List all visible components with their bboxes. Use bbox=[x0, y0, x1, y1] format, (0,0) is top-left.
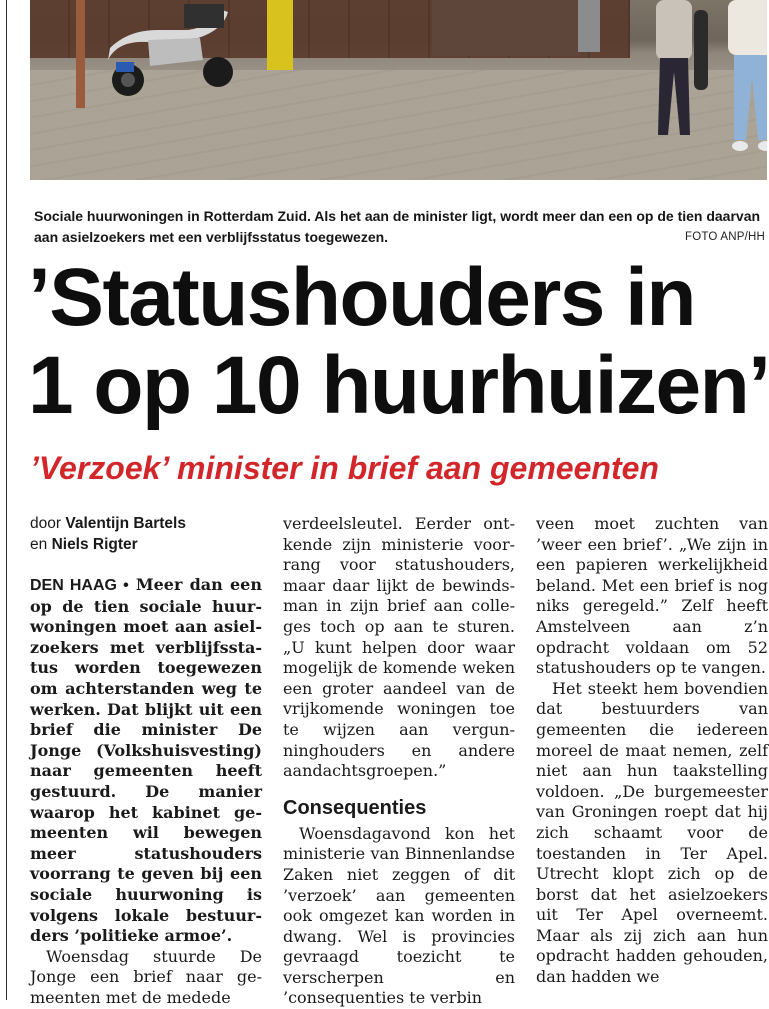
lead-paragraph bbox=[30, 575, 262, 947]
section-heading: Consequenties bbox=[283, 796, 427, 819]
dateline: DEN HAAG • bbox=[30, 577, 129, 594]
author-2: Niels Rigter bbox=[51, 535, 138, 553]
paragraph-5: Het steekt hem bovendien dat bestuurders van gemeenten die iedereen moreel de maat nemen, zelf niet aan hun taakstelling voldoen. „De burgemeester van Groningen roept dat hij zich schaamt voor de toestanden in Ter Apel. Utrecht klopt zich op de borst dat het asielzoekers uit Ter Apel overneemt. Maar als zij zich aan hun opdracht hadden gehouden, dan hadden we bbox=[536, 678, 768, 987]
photo-pole bbox=[76, 0, 85, 108]
photo-post bbox=[578, 0, 600, 52]
pedestrians-icon bbox=[630, 0, 767, 160]
scooter-icon bbox=[88, 0, 238, 100]
paragraph-3: Woensdagavond kon het ministerie van Binnenlandse Zaken niet zeggen of dit ’verzoek’ aan gemeenten ook omgezet kan worden in dwang. Wel is provincies gevraagd toezicht te verscherpen en ’consequenties te verbin bbox=[283, 823, 515, 1008]
article-column-3 bbox=[536, 514, 768, 988]
headline-line-1: ’Statushouders in bbox=[28, 252, 696, 343]
paragraph-4: veen moet zuchten van ’weer een brief’. „We zijn in een papieren werkelijkheid beland. Met een brief is nog niks geregeld.” Zelf heeft Amstelveen aan z’n opdracht voldaan om 52 statushouders op te vangen. bbox=[536, 514, 768, 678]
byline-prefix-1: door bbox=[30, 515, 62, 532]
headline bbox=[28, 254, 768, 430]
photo-yellow-post bbox=[267, 0, 293, 70]
article-photo bbox=[30, 0, 767, 180]
author-1: Valentijn Bartels bbox=[65, 515, 186, 532]
paragraph-1: Woensdag stuurde De Jonge een brief naar gemeenten met de medede bbox=[30, 946, 262, 1007]
article-column-1 bbox=[30, 514, 262, 1008]
article-column-2 bbox=[283, 514, 515, 1009]
photo-caption: Sociale huurwoningen in Rotterdam Zuid. Als het aan de minister ligt, wordt meer dan een op de tien daarvan aan asielzoekers met een verblijfsstatus toegewezen. bbox=[34, 208, 761, 245]
subheadline: ’Verzoek’ minister in brief aan gemeenten bbox=[30, 450, 659, 486]
headline-line-2: 1 op 10 huurhuizen’ bbox=[28, 340, 769, 431]
photo-planter bbox=[432, 0, 580, 56]
lead-text: Meer dan een op de tien sociale huurwoningen moet aan asielzoekers met verblijfsstatus worden toegewezen om achterstanden weg te werken. Dat blijkt uit een brief die minister De Jonge (Volkshuisvesting) naar gemeenten heeft gestuurd. De manier waarop het kabinet gemeenten wil bewegen meer statushouders voorrang te geven bij een sociale huurwoning is volgens lokale bestuurders ’politieke armoe’. bbox=[30, 575, 262, 946]
paragraph-2: verdeelsleutel. Eerder ontkende zijn ministerie voorrang voor statushouders, maar daar lijkt de bewindsman in zijn brief aan colleges toch op aan te sturen. „U kunt helpen door waar mogelijk de komende weken een groter aandeel van de vrijkomende woningen toe te wijzen aan vergunninghouders en andere aandachtsgroepen.” bbox=[283, 514, 515, 781]
page-edge-rule bbox=[6, 0, 7, 1000]
byline bbox=[30, 514, 262, 555]
byline-prefix-2: en bbox=[30, 535, 48, 553]
photo-credit: FOTO ANP/HH bbox=[685, 231, 765, 243]
